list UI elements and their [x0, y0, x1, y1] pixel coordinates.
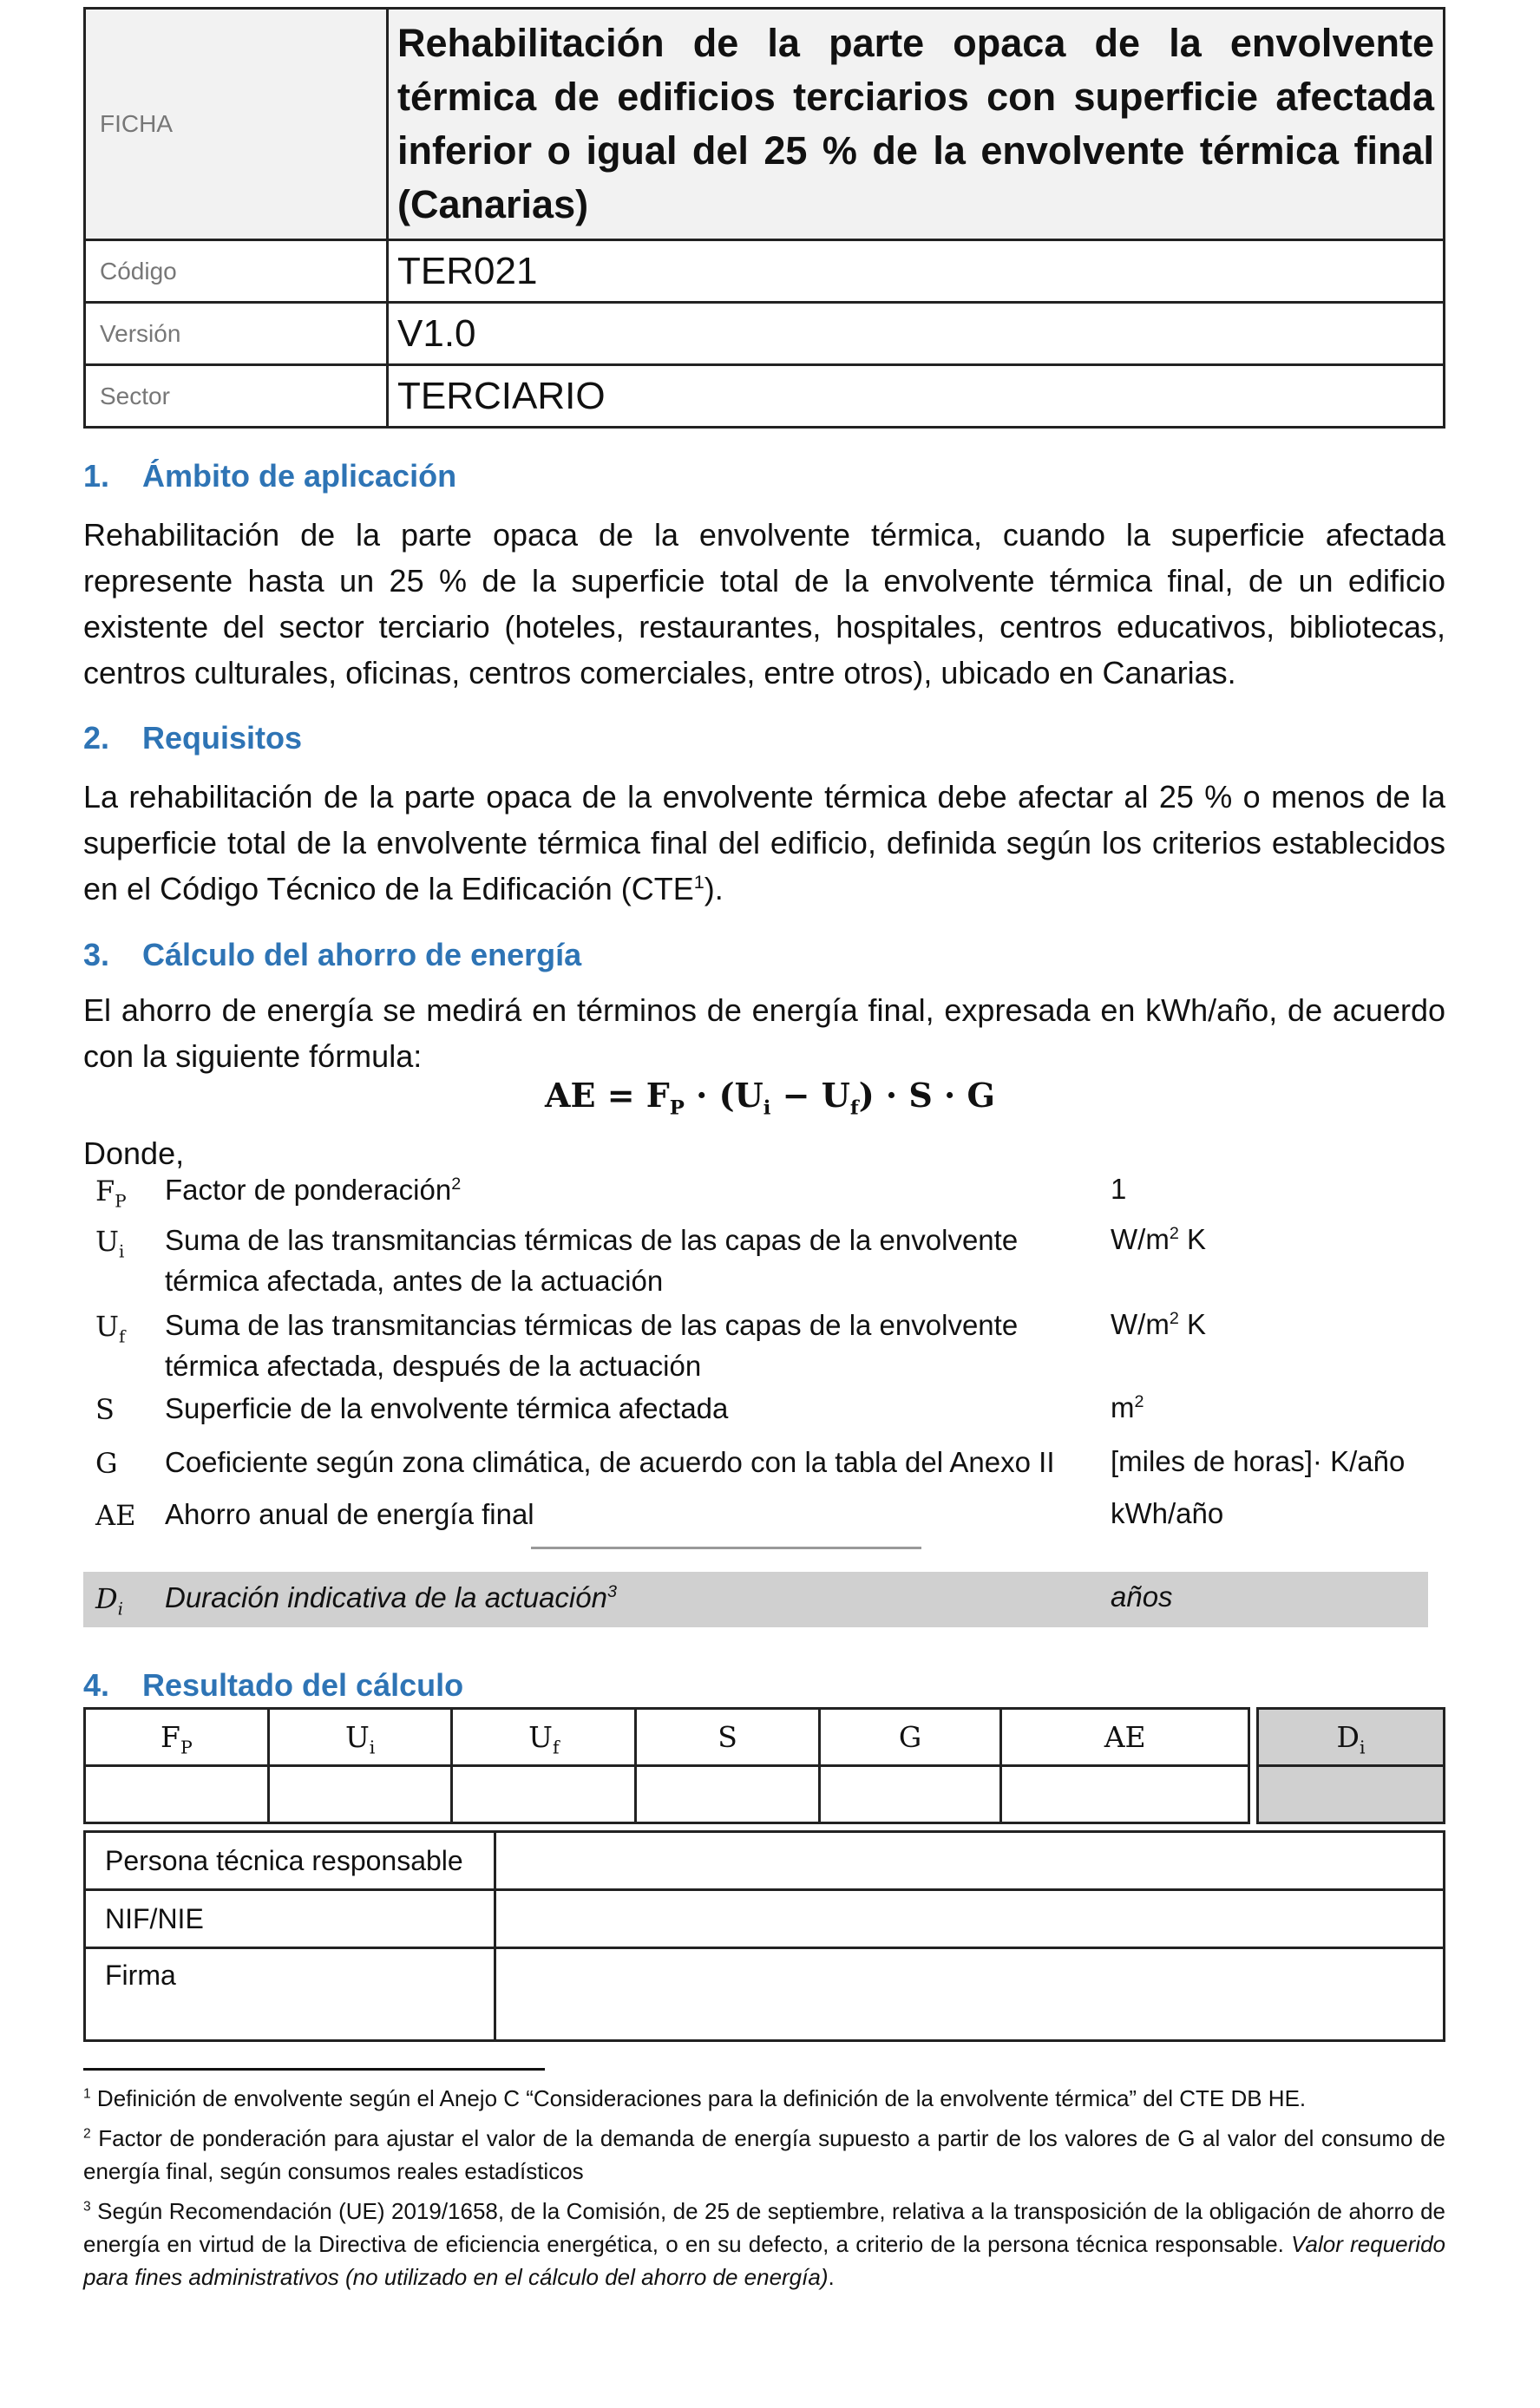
- formula-f-sub: f: [849, 1096, 859, 1120]
- section-1-text: Rehabilitación de la parte opaca de la envolvente térmica, cuando la superficie afectada represente hasta un 25 % de la superficie total de la envolvente térmica final, de un edificio existente del sector terciario (hoteles, restaurantes, hospitales, centros educativos, bibliotecas, centros culturales, oficinas, centros comerciales, entre otros), ubicado en Canarias.: [83, 517, 1445, 690]
- section-2-text: [83, 774, 1445, 912]
- nif-field[interactable]: [495, 1890, 1445, 1948]
- footnote-1-number: 1: [83, 2086, 91, 2102]
- persona-field[interactable]: [495, 1832, 1445, 1890]
- sector-label: Sector: [85, 365, 388, 428]
- section-2-number: 2.: [83, 720, 110, 756]
- formula-minus: −: [770, 1076, 822, 1115]
- section-3-title: Cálculo del ahorro de energía: [142, 937, 582, 972]
- codigo-label: Código: [85, 240, 388, 303]
- var-symbol: G: [95, 1447, 118, 1480]
- results-value-cell[interactable]: [452, 1766, 636, 1823]
- var-description: Suma de las transmitancias térmicas de las capas de la envolvente térmica afectada, después de la actuación: [165, 1309, 1019, 1382]
- var-symbol: $D_i$: [95, 1582, 123, 1620]
- footnote-separator: [83, 2068, 545, 2071]
- formula-open: · (: [684, 1076, 735, 1115]
- persona-label: Persona técnica responsable: [85, 1832, 495, 1890]
- results-di-table: [1256, 1707, 1445, 1824]
- codigo-value: TER021: [388, 240, 1445, 303]
- var-symbol: S: [95, 1393, 115, 1426]
- results-header-cell: $U_i$: [268, 1709, 452, 1766]
- version-value: V1.0: [388, 303, 1445, 365]
- sector-value: TERCIARIO: [388, 365, 1445, 428]
- var-symbol: $U_f$: [95, 1310, 126, 1347]
- section-2-text-main: La rehabilitación de la parte opaca de la envolvente térmica debe afectar al 25 % o menos de la superficie total de la envolvente térmica final del edificio, definida según los criterios establecidos en el Código Técnico de la Edificación (CTE: [83, 779, 1445, 906]
- var-description: Suma de las transmitancias térmicas de las capas de la envolvente térmica afectada, antes de la actuación: [165, 1224, 1019, 1297]
- footnote-3-italic: Valor requerido para fines administrativos (no utilizado en el cálculo del ahorro de energía): [83, 2231, 1445, 2290]
- results-cell-di[interactable]: [1258, 1766, 1445, 1823]
- results-header-di: $D_i$: [1258, 1709, 1445, 1766]
- header-table: [83, 7, 1445, 429]
- var-description: Duración indicativa de la actuación$^3$: [165, 1581, 617, 1613]
- results-value-cell[interactable]: [1001, 1766, 1249, 1823]
- responsible-table: [83, 1830, 1445, 2042]
- var-unit: $m^2$: [1111, 1391, 1144, 1423]
- var-description: Factor de ponderación$^2$: [165, 1174, 462, 1206]
- firma-label: Firma: [85, 1948, 495, 2041]
- energy-formula: [0, 1076, 1540, 1120]
- firma-field[interactable]: [495, 1948, 1445, 2041]
- footnote-1: [83, 2082, 1445, 2115]
- results-value-cell[interactable]: [268, 1766, 452, 1823]
- section-4-heading: [83, 1667, 463, 1704]
- footnote-ref-1: 1: [693, 871, 704, 893]
- formula-u: U: [734, 1076, 763, 1115]
- ficha-label: FICHA: [85, 9, 388, 240]
- section-3-text: El ahorro de energía se medirá en términos de energía final, expresada en kWh/año, de acuerdo con la siguiente fórmula:: [83, 992, 1445, 1074]
- donde-label: Donde,: [83, 1135, 185, 1171]
- section-4-number: 4.: [83, 1667, 110, 1703]
- results-header-cell: $U_f$: [452, 1709, 636, 1766]
- results-value-cell[interactable]: [636, 1766, 820, 1823]
- results-header-cell: S: [636, 1709, 820, 1766]
- formula-u2: U: [821, 1076, 850, 1115]
- footnote-2: [83, 2122, 1445, 2188]
- separator-line: [531, 1547, 921, 1549]
- results-header-cell: AE: [1001, 1709, 1249, 1766]
- footnote-2-number: 2: [83, 2126, 91, 2142]
- nif-label: NIF/NIE: [85, 1890, 495, 1948]
- results-header-cell: G: [819, 1709, 1001, 1766]
- results-table: [83, 1707, 1250, 1824]
- var-description: Superficie de la envolvente térmica afectada: [165, 1392, 729, 1424]
- results-value-cell[interactable]: [85, 1766, 269, 1823]
- footnote-2-text: Factor de ponderación para ajustar el valor de la demanda de energía supuesto a partir de los valores de G al valor del consumo de energía final, según consumos reales estadísticos: [83, 2125, 1445, 2184]
- results-value-cell[interactable]: [819, 1766, 1001, 1823]
- footnote-3-number: 3: [83, 2199, 91, 2215]
- section-1-heading: [83, 458, 456, 494]
- var-unit: 1: [1111, 1173, 1127, 1205]
- formula-f: F: [645, 1076, 670, 1115]
- footnote-3: [83, 2195, 1445, 2293]
- version-label: Versión: [85, 303, 388, 365]
- section-3-number: 3.: [83, 937, 110, 972]
- section-4-title: Resultado del cálculo: [142, 1667, 464, 1703]
- formula-i: i: [763, 1096, 771, 1120]
- var-unit: años: [1111, 1580, 1173, 1613]
- formula-equals: =: [595, 1076, 646, 1115]
- section-1-title: Ámbito de aplicación: [142, 458, 457, 494]
- var-symbol: AE: [95, 1499, 136, 1532]
- section-2-text-end: ).: [704, 871, 724, 906]
- var-description: Ahorro anual de energía final: [165, 1498, 534, 1530]
- results-header-cell: $F_P$: [85, 1709, 269, 1766]
- var-unit: $W/m^2$ K: [1111, 1308, 1207, 1340]
- footnote-3-text: Según Recomendación (UE) 2019/1658, de la Comisión, de 25 de septiembre, relativa a la transposición de la obligación de ahorro de energía en virtud de la Directiva de eficiencia energética, o en su defecto, a criterio de la persona técnica responsable.: [83, 2198, 1445, 2257]
- formula-p: P: [669, 1096, 685, 1120]
- section-2-title: Requisitos: [142, 720, 303, 756]
- var-description: Coeficiente según zona climática, de acuerdo con la tabla del Anexo II: [165, 1446, 1055, 1478]
- footnote-1-text: Definición de envolvente según el Anejo C “Consideraciones para la definición de la envolvente térmica” del CTE DB HE.: [96, 2085, 1307, 2111]
- var-symbol: $U_i$: [95, 1225, 125, 1262]
- var-unit: $W/m^2$ K: [1111, 1223, 1207, 1255]
- var-unit: kWh/año: [1111, 1497, 1224, 1529]
- var-unit: [miles de horas]· K/año: [1111, 1445, 1406, 1477]
- section-3-heading: [83, 937, 581, 973]
- document-title: Rehabilitación de la parte opaca de la envolvente térmica de edificios terciarios con superficie afectada inferior o igual del 25 % de la envolvente térmica final (Canarias): [388, 9, 1445, 240]
- section-2-heading: [83, 720, 302, 756]
- footnote-3-end: .: [828, 2264, 835, 2290]
- formula-ae: AE: [545, 1076, 596, 1115]
- var-symbol: $F_P$: [95, 1175, 127, 1212]
- formula-tail: ) · S · G: [858, 1076, 995, 1115]
- section-1-number: 1.: [83, 458, 110, 494]
